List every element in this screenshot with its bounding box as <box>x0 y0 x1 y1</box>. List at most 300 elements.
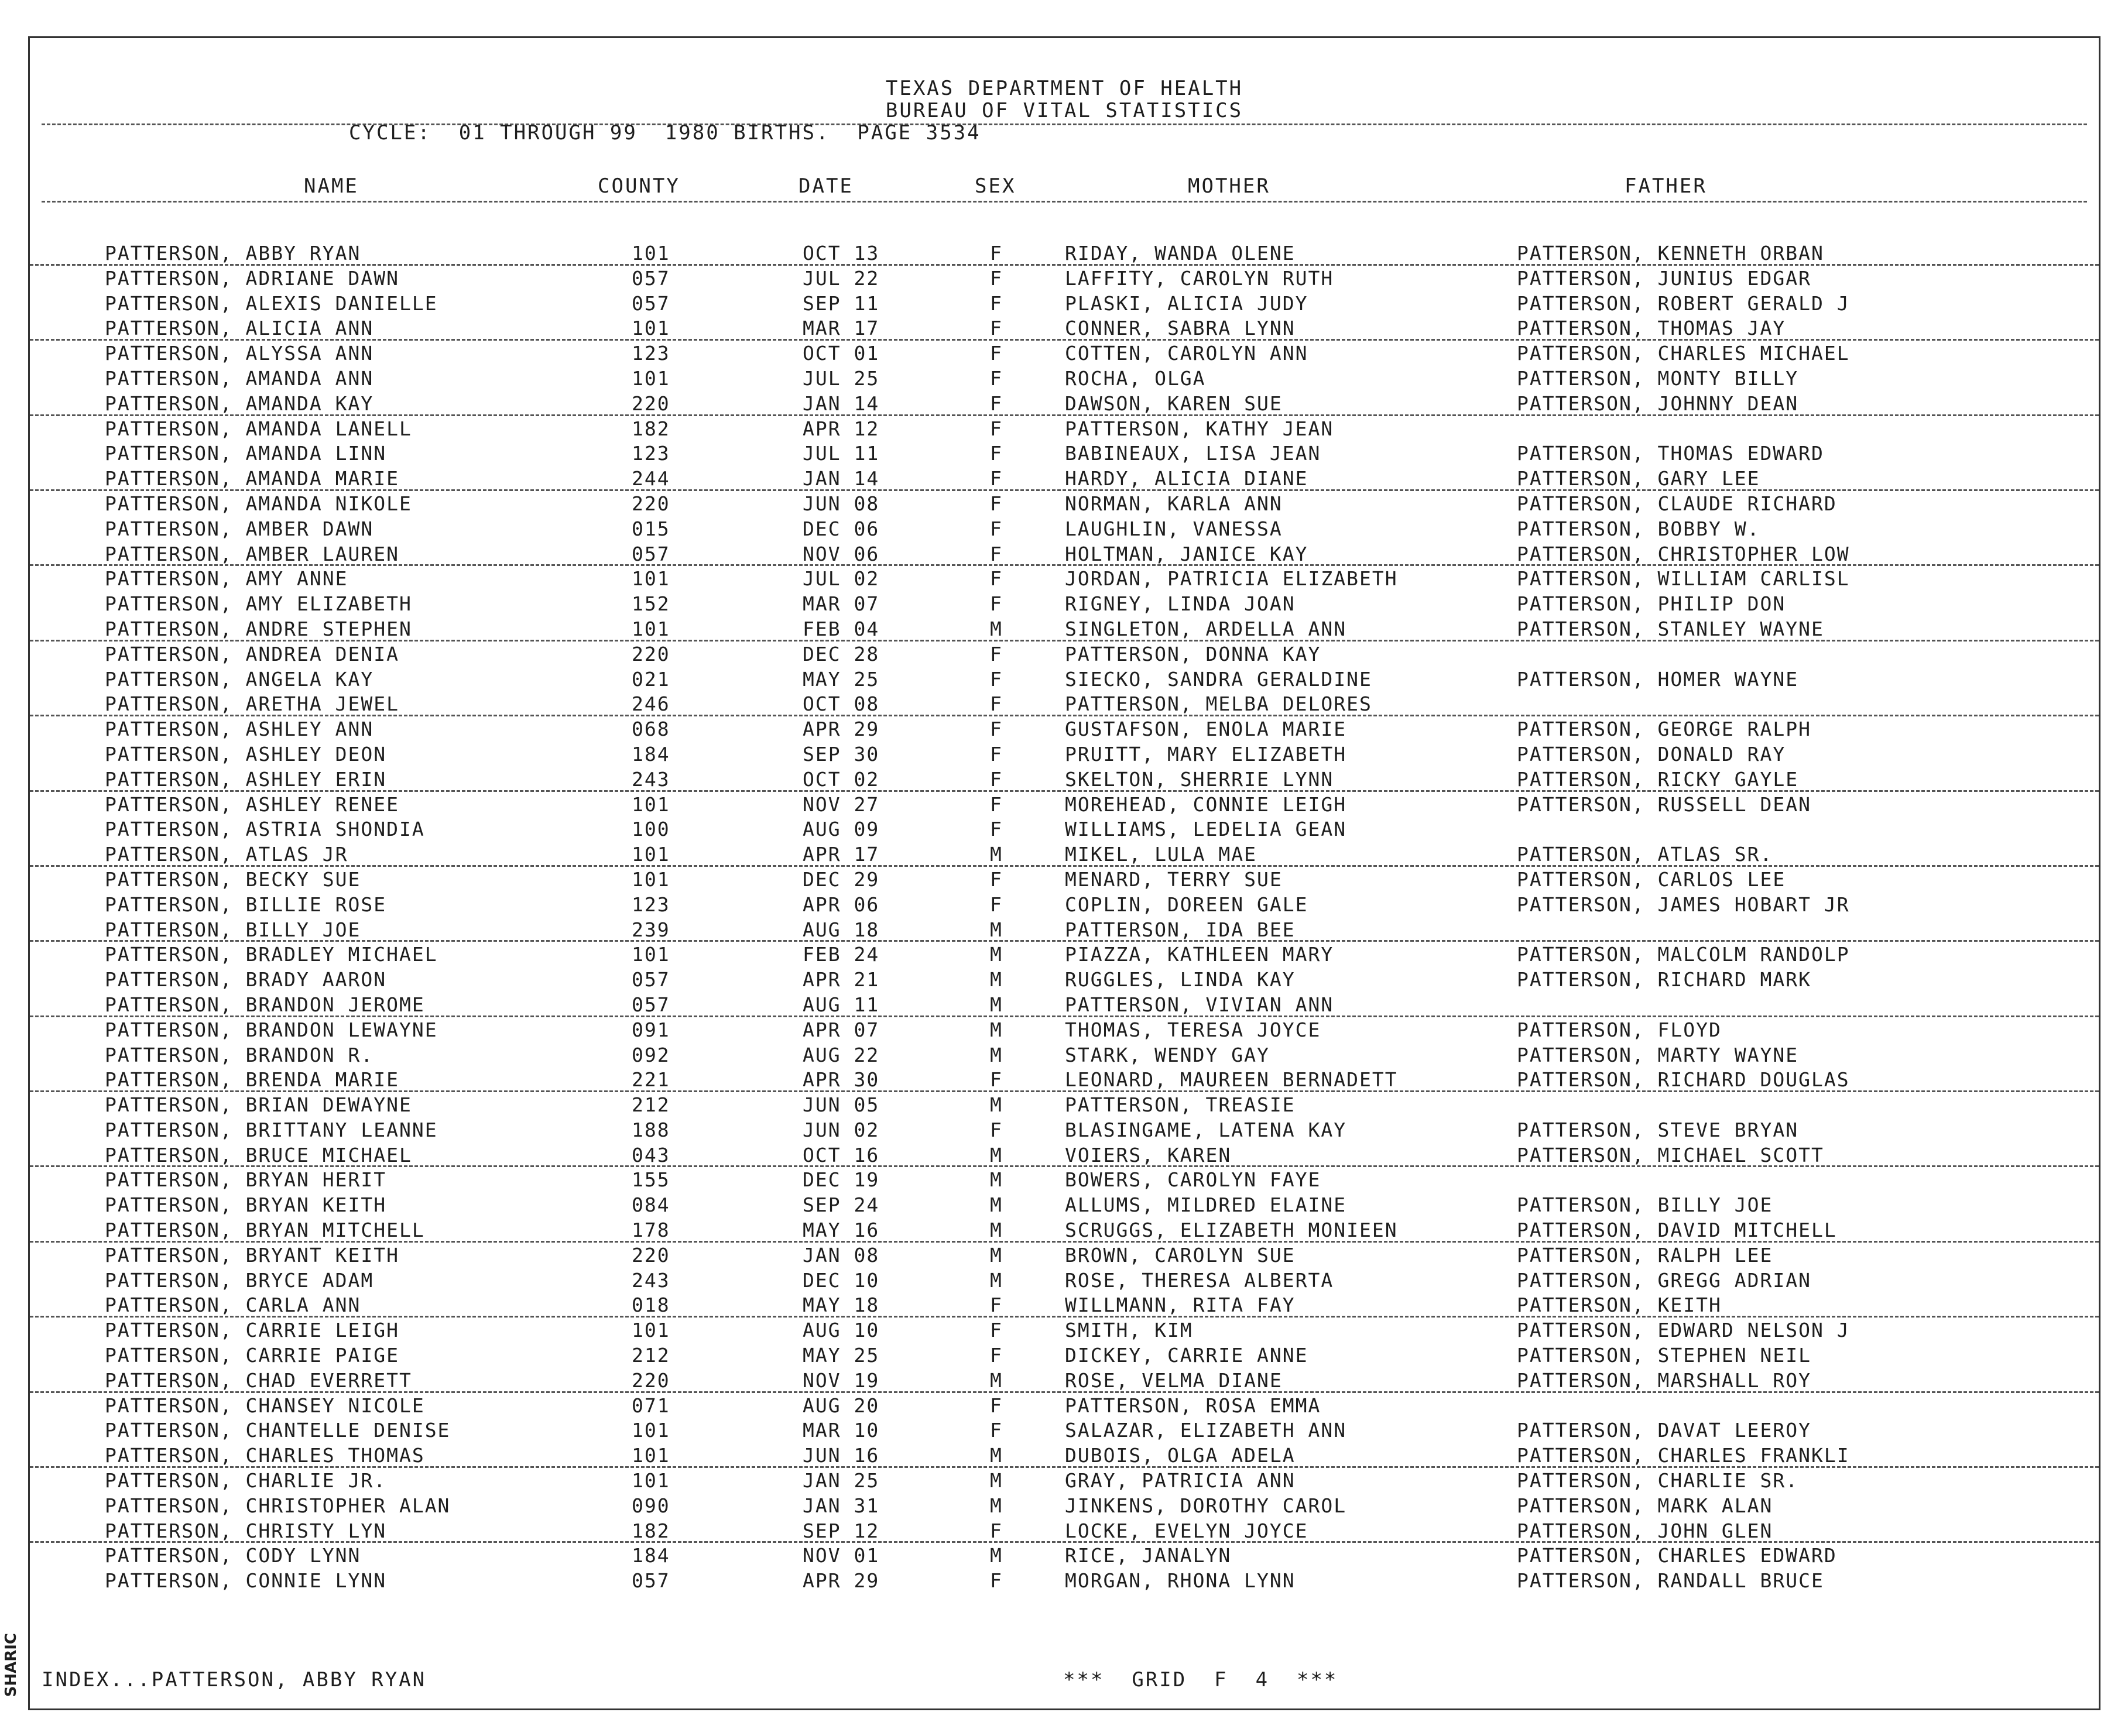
cell-sex: F <box>990 467 1003 490</box>
cell-date: APR 06 <box>803 893 880 916</box>
table-row <box>30 892 2099 917</box>
cell-name: PATTERSON, AMY ANNE <box>105 567 348 591</box>
cell-county: 101 <box>632 317 670 340</box>
cell-county: 057 <box>632 968 670 991</box>
cell-mother: RICE, JANALYN <box>1065 1544 1232 1567</box>
table-row <box>30 491 2099 516</box>
cell-date: JUL 11 <box>803 442 880 465</box>
column-header-rule <box>42 201 2087 203</box>
cell-county: 182 <box>632 1519 670 1542</box>
cell-county: 101 <box>632 1444 670 1467</box>
cell-county: 101 <box>632 867 670 891</box>
cell-name: PATTERSON, CHRISTOPHER ALAN <box>105 1494 451 1517</box>
table-row <box>30 1393 2099 1418</box>
cell-sex: M <box>990 993 1003 1016</box>
cell-sex: F <box>990 592 1003 616</box>
cell-name: PATTERSON, AMBER LAUREN <box>105 542 399 565</box>
cell-county: 101 <box>632 242 670 265</box>
cell-county: 244 <box>632 467 670 490</box>
cell-mother: DUBOIS, OLGA ADELA <box>1065 1444 1296 1467</box>
cell-county: 084 <box>632 1193 670 1217</box>
cell-county: 015 <box>632 517 670 540</box>
cell-father: PATTERSON, MALCOLM RANDOLP <box>1517 943 1850 966</box>
cell-father: PATTERSON, KEITH <box>1517 1294 1722 1317</box>
cell-mother: ROCHA, OLGA <box>1065 366 1206 390</box>
cell-mother: SIECKO, SANDRA GERALDINE <box>1065 667 1372 691</box>
cell-date: AUG 20 <box>803 1394 880 1417</box>
cell-name: PATTERSON, CHARLIE JR. <box>105 1469 387 1493</box>
cell-sex: F <box>990 692 1003 716</box>
cell-date: DEC 10 <box>803 1268 880 1292</box>
table-row <box>30 842 2099 867</box>
cell-father: PATTERSON, JUNIUS EDGAR <box>1517 266 1811 290</box>
cell-mother: PATTERSON, VIVIAN ANN <box>1065 993 1334 1016</box>
cell-date: APR 29 <box>803 1569 880 1593</box>
cell-county: 057 <box>632 542 670 565</box>
cell-name: PATTERSON, BRIAN DEWAYNE <box>105 1093 412 1117</box>
cell-name: PATTERSON, AMY ELIZABETH <box>105 592 412 616</box>
cell-mother: HOLTMAN, JANICE KAY <box>1065 542 1308 565</box>
cell-father: PATTERSON, CHARLES FRANKLI <box>1517 1444 1850 1467</box>
cell-mother: HARDY, ALICIA DIANE <box>1065 467 1308 490</box>
column-header-mother: MOTHER <box>1188 174 1270 198</box>
cell-county: 101 <box>632 792 670 816</box>
cell-sex: F <box>990 767 1003 791</box>
cell-father: PATTERSON, GEORGE RALPH <box>1517 718 1811 741</box>
table-row <box>30 441 2099 466</box>
cell-county: 043 <box>632 1143 670 1167</box>
cell-mother: SMITH, KIM <box>1065 1319 1193 1342</box>
table-row <box>30 1418 2099 1443</box>
cell-father: PATTERSON, ROBERT GERALD J <box>1517 291 1850 315</box>
table-row <box>30 341 2099 366</box>
cell-sex: F <box>990 1394 1003 1417</box>
cell-date: APR 21 <box>803 968 880 991</box>
cell-mother: PATTERSON, MELBA DELORES <box>1065 692 1372 716</box>
cell-date: JUN 02 <box>803 1118 880 1141</box>
cell-mother: DAWSON, KAREN SUE <box>1065 392 1283 415</box>
column-header-name: NAME <box>304 174 359 198</box>
cell-date: MAY 25 <box>803 667 880 691</box>
cell-father: PATTERSON, EDWARD NELSON J <box>1517 1319 1850 1342</box>
cell-father: PATTERSON, WILLIAM CARLISL <box>1517 567 1850 591</box>
cell-county: 068 <box>632 718 670 741</box>
cell-county: 021 <box>632 667 670 691</box>
cell-name: PATTERSON, BILLY JOE <box>105 918 361 941</box>
table-row <box>30 1568 2099 1593</box>
cell-name: PATTERSON, BRYANT KEITH <box>105 1243 399 1267</box>
cell-sex: M <box>990 918 1003 941</box>
cell-county: 184 <box>632 1544 670 1567</box>
cell-father: PATTERSON, MARK ALAN <box>1517 1494 1773 1517</box>
cell-mother: MOREHEAD, CONNIE LEIGH <box>1065 792 1347 816</box>
cell-date: AUG 18 <box>803 918 880 941</box>
cell-date: MAR 10 <box>803 1419 880 1442</box>
cell-sex: M <box>990 1143 1003 1167</box>
cell-name: PATTERSON, CARRIE LEIGH <box>105 1319 399 1342</box>
table-row <box>30 516 2099 541</box>
cycle-line: CYCLE: 01 THROUGH 99 1980 BIRTHS. PAGE 3534 <box>349 121 981 145</box>
cell-mother: NORMAN, KARLA ANN <box>1065 492 1283 515</box>
cell-mother: STARK, WENDY GAY <box>1065 1043 1270 1066</box>
cell-mother: DICKEY, CARRIE ANNE <box>1065 1344 1308 1367</box>
cell-date: APR 30 <box>803 1068 880 1092</box>
cell-sex: F <box>990 517 1003 540</box>
cell-mother: SINGLETON, ARDELLA ANN <box>1065 617 1347 640</box>
cell-county: 071 <box>632 1394 670 1417</box>
cell-name: PATTERSON, CODY LYNN <box>105 1544 361 1567</box>
cell-county: 101 <box>632 617 670 640</box>
cell-sex: F <box>990 1419 1003 1442</box>
cell-name: PATTERSON, ARETHA JEWEL <box>105 692 399 716</box>
cell-mother: THOMAS, TERESA JOYCE <box>1065 1018 1321 1041</box>
cell-date: NOV 19 <box>803 1368 880 1392</box>
cell-date: SEP 12 <box>803 1519 880 1542</box>
cell-father: PATTERSON, PHILIP DON <box>1517 592 1786 616</box>
cell-name: PATTERSON, ATLAS JR <box>105 843 348 866</box>
cell-name: PATTERSON, BRANDON R. <box>105 1043 374 1066</box>
cell-mother: PATTERSON, DONNA KAY <box>1065 642 1321 665</box>
side-label: SHARIC <box>2 1633 20 1697</box>
cell-father: PATTERSON, BILLY JOE <box>1517 1193 1773 1217</box>
cell-date: OCT 16 <box>803 1143 880 1167</box>
column-header-county: COUNTY <box>598 174 680 198</box>
cell-father: PATTERSON, RUSSELL DEAN <box>1517 792 1811 816</box>
cell-sex: M <box>990 1444 1003 1467</box>
cell-name: PATTERSON, BRADY AARON <box>105 968 387 991</box>
cell-mother: COPLIN, DOREEN GALE <box>1065 893 1308 916</box>
cell-name: PATTERSON, BRANDON LEWAYNE <box>105 1018 438 1041</box>
cell-county: 152 <box>632 592 670 616</box>
cell-date: SEP 11 <box>803 291 880 315</box>
cell-mother: JORDAN, PATRICIA ELIZABETH <box>1065 567 1398 591</box>
cell-father: PATTERSON, BOBBY W. <box>1517 517 1760 540</box>
cell-date: JAN 25 <box>803 1469 880 1493</box>
table-row <box>30 641 2099 667</box>
cell-date: APR 07 <box>803 1018 880 1041</box>
cell-county: 220 <box>632 392 670 415</box>
cell-sex: M <box>990 1018 1003 1041</box>
cell-date: DEC 28 <box>803 642 880 665</box>
cell-county: 057 <box>632 266 670 290</box>
table-row <box>30 315 2099 341</box>
cell-sex: M <box>990 1043 1003 1066</box>
table-row <box>30 1117 2099 1143</box>
cell-mother: MENARD, TERRY SUE <box>1065 867 1283 891</box>
table-row <box>30 816 2099 842</box>
table-row <box>30 1543 2099 1568</box>
cell-name: PATTERSON, CHARLES THOMAS <box>105 1444 425 1467</box>
cell-mother: WILLIAMS, LEDELIA GEAN <box>1065 818 1347 841</box>
cell-date: OCT 01 <box>803 342 880 365</box>
cell-sex: F <box>990 1068 1003 1092</box>
cell-date: MAY 25 <box>803 1344 880 1367</box>
cell-father: PATTERSON, FLOYD <box>1517 1018 1722 1041</box>
cell-name: PATTERSON, BRYAN HERIT <box>105 1168 387 1192</box>
cell-county: 212 <box>632 1093 670 1117</box>
cell-county: 239 <box>632 918 670 941</box>
cell-mother: GUSTAFSON, ENOLA MARIE <box>1065 718 1347 741</box>
cell-mother: SALAZAR, ELIZABETH ANN <box>1065 1419 1347 1442</box>
cell-name: PATTERSON, ALICIA ANN <box>105 317 374 340</box>
cell-name: PATTERSON, BRUCE MICHAEL <box>105 1143 412 1167</box>
table-row <box>30 1292 2099 1318</box>
cell-date: JUN 08 <box>803 492 880 515</box>
cell-county: 155 <box>632 1168 670 1192</box>
cell-sex: M <box>990 1469 1003 1493</box>
cell-father: PATTERSON, RALPH LEE <box>1517 1243 1773 1267</box>
cell-mother: RUGGLES, LINDA KAY <box>1065 968 1296 991</box>
cell-name: PATTERSON, BRYAN MITCHELL <box>105 1219 425 1242</box>
table-row <box>30 1368 2099 1393</box>
agency-title: TEXAS DEPARTMENT OF HEALTH <box>885 77 1243 100</box>
table-row <box>30 691 2099 716</box>
cell-mother: SCRUGGS, ELIZABETH MONIEEN <box>1065 1219 1398 1242</box>
cell-mother: LOCKE, EVELYN JOYCE <box>1065 1519 1308 1542</box>
cell-name: PATTERSON, AMANDA KAY <box>105 392 374 415</box>
cell-date: JUL 25 <box>803 366 880 390</box>
cell-mother: ROSE, THERESA ALBERTA <box>1065 1268 1334 1292</box>
cell-date: JAN 08 <box>803 1243 880 1267</box>
table-row <box>30 792 2099 817</box>
cell-mother: BABINEAUX, LISA JEAN <box>1065 442 1321 465</box>
cell-father: PATTERSON, RICKY GAYLE <box>1517 767 1799 791</box>
cell-county: 123 <box>632 442 670 465</box>
table-row <box>30 541 2099 567</box>
cell-county: 221 <box>632 1068 670 1092</box>
cell-sex: F <box>990 867 1003 891</box>
table-row <box>30 1318 2099 1343</box>
cell-name: PATTERSON, BRADLEY MICHAEL <box>105 943 438 966</box>
table-row <box>30 1243 2099 1268</box>
cell-mother: ALLUMS, MILDRED ELAINE <box>1065 1193 1347 1217</box>
cell-name: PATTERSON, ANGELA KAY <box>105 667 374 691</box>
cell-mother: PATTERSON, TREASIE <box>1065 1093 1296 1117</box>
cell-father: PATTERSON, KENNETH ORBAN <box>1517 242 1824 265</box>
cell-date: DEC 06 <box>803 517 880 540</box>
table-row <box>30 1343 2099 1368</box>
cell-county: 182 <box>632 417 670 440</box>
cell-county: 101 <box>632 1319 670 1342</box>
cell-date: AUG 22 <box>803 1043 880 1066</box>
cell-county: 220 <box>632 642 670 665</box>
cell-sex: F <box>990 366 1003 390</box>
table-row <box>30 241 2099 266</box>
cell-name: PATTERSON, ALYSSA ANN <box>105 342 374 365</box>
cell-name: PATTERSON, AMBER DAWN <box>105 517 374 540</box>
cell-date: JUL 22 <box>803 266 880 290</box>
cell-mother: RIGNEY, LINDA JOAN <box>1065 592 1296 616</box>
cell-date: SEP 24 <box>803 1193 880 1217</box>
cell-sex: M <box>990 968 1003 991</box>
records-table <box>30 241 2099 1593</box>
cell-mother: PATTERSON, IDA BEE <box>1065 918 1296 941</box>
cell-name: PATTERSON, ADRIANE DAWN <box>105 266 399 290</box>
cell-name: PATTERSON, CHANTELLE DENISE <box>105 1419 451 1442</box>
cell-county: 123 <box>632 342 670 365</box>
cell-mother: COTTEN, CAROLYN ANN <box>1065 342 1308 365</box>
cell-sex: F <box>990 342 1003 365</box>
cell-name: PATTERSON, CHANSEY NICOLE <box>105 1394 425 1417</box>
cell-father: PATTERSON, THOMAS EDWARD <box>1517 442 1824 465</box>
table-row <box>30 667 2099 692</box>
table-row <box>30 291 2099 316</box>
cell-father: PATTERSON, GARY LEE <box>1517 467 1760 490</box>
cell-date: JAN 31 <box>803 1494 880 1517</box>
cell-sex: F <box>990 291 1003 315</box>
index-footer: INDEX...PATTERSON, ABBY RYAN <box>42 1668 427 1692</box>
cell-name: PATTERSON, BRYAN KEITH <box>105 1193 387 1217</box>
cell-father: PATTERSON, JOHNNY DEAN <box>1517 392 1799 415</box>
table-row <box>30 1192 2099 1217</box>
cell-county: 091 <box>632 1018 670 1041</box>
cell-county: 188 <box>632 1118 670 1141</box>
table-row <box>30 391 2099 416</box>
cell-date: JAN 14 <box>803 467 880 490</box>
cell-father: PATTERSON, CHARLES EDWARD <box>1517 1544 1837 1567</box>
cell-sex: F <box>990 718 1003 741</box>
cell-mother: MIKEL, LULA MAE <box>1065 843 1257 866</box>
table-row <box>30 1217 2099 1243</box>
cell-county: 101 <box>632 843 670 866</box>
cell-county: 243 <box>632 767 670 791</box>
cell-county: 101 <box>632 366 670 390</box>
cell-name: PATTERSON, BRITTANY LEANNE <box>105 1118 438 1141</box>
cell-sex: M <box>990 1193 1003 1217</box>
cell-date: AUG 10 <box>803 1319 880 1342</box>
cell-father: PATTERSON, RICHARD MARK <box>1517 968 1811 991</box>
cell-name: PATTERSON, CONNIE LYNN <box>105 1569 387 1593</box>
cell-mother: RIDAY, WANDA OLENE <box>1065 242 1296 265</box>
table-row <box>30 1092 2099 1117</box>
cell-county: 101 <box>632 1469 670 1493</box>
cell-name: PATTERSON, AMANDA MARIE <box>105 467 399 490</box>
cell-sex: F <box>990 1294 1003 1317</box>
cell-father: PATTERSON, MARSHALL ROY <box>1517 1368 1811 1392</box>
cell-date: JUN 16 <box>803 1444 880 1467</box>
cell-name: PATTERSON, AMANDA LINN <box>105 442 387 465</box>
cell-sex: F <box>990 1319 1003 1342</box>
cell-name: PATTERSON, ASTRIA SHONDIA <box>105 818 425 841</box>
cell-name: PATTERSON, BILLIE ROSE <box>105 893 387 916</box>
cell-sex: F <box>990 818 1003 841</box>
cell-date: MAY 18 <box>803 1294 880 1317</box>
cell-mother: JINKENS, DOROTHY CAROL <box>1065 1494 1347 1517</box>
cell-name: PATTERSON, ASHLEY RENEE <box>105 792 399 816</box>
cell-mother: PLASKI, ALICIA JUDY <box>1065 291 1308 315</box>
cell-name: PATTERSON, BRANDON JEROME <box>105 993 425 1016</box>
table-row <box>30 1518 2099 1543</box>
cell-sex: F <box>990 317 1003 340</box>
cell-mother: GRAY, PATRICIA ANN <box>1065 1469 1296 1493</box>
cell-date: AUG 09 <box>803 818 880 841</box>
cell-mother: MORGAN, RHONA LYNN <box>1065 1569 1296 1593</box>
table-row <box>30 1443 2099 1468</box>
cell-sex: F <box>990 742 1003 766</box>
cell-county: 057 <box>632 291 670 315</box>
cell-sex: F <box>990 1519 1003 1542</box>
cell-father: PATTERSON, CARLOS LEE <box>1517 867 1786 891</box>
grid-footer: *** GRID F 4 *** <box>1063 1668 1338 1692</box>
cell-sex: M <box>990 943 1003 966</box>
cell-date: AUG 11 <box>803 993 880 1016</box>
cell-father: PATTERSON, CLAUDE RICHARD <box>1517 492 1837 515</box>
cell-date: APR 12 <box>803 417 880 440</box>
cell-date: OCT 08 <box>803 692 880 716</box>
column-header-father: FATHER <box>1625 174 1707 198</box>
bureau-title: BUREAU OF VITAL STATISTICS <box>885 99 1243 122</box>
cell-father: PATTERSON, CHARLES MICHAEL <box>1517 342 1850 365</box>
table-row <box>30 1167 2099 1192</box>
cell-date: MAY 16 <box>803 1219 880 1242</box>
table-row <box>30 616 2099 641</box>
cell-name: PATTERSON, CARRIE PAIGE <box>105 1344 399 1367</box>
table-row <box>30 992 2099 1017</box>
cell-sex: F <box>990 266 1003 290</box>
cell-sex: F <box>990 1344 1003 1367</box>
cell-sex: F <box>990 893 1003 916</box>
cell-county: 123 <box>632 893 670 916</box>
cell-name: PATTERSON, BRENDA MARIE <box>105 1068 399 1092</box>
cell-date: FEB 24 <box>803 943 880 966</box>
cell-sex: F <box>990 242 1003 265</box>
cell-sex: M <box>990 1268 1003 1292</box>
cell-county: 057 <box>632 993 670 1016</box>
cell-father: PATTERSON, JOHN GLEN <box>1517 1519 1773 1542</box>
cell-sex: M <box>990 1494 1003 1517</box>
cell-father: PATTERSON, ATLAS SR. <box>1517 843 1773 866</box>
cell-county: 018 <box>632 1294 670 1317</box>
cell-father: PATTERSON, RICHARD DOUGLAS <box>1517 1068 1850 1092</box>
cell-name: PATTERSON, ANDRE STEPHEN <box>105 617 412 640</box>
cell-mother: BLASINGAME, LATENA KAY <box>1065 1118 1347 1141</box>
cell-father: PATTERSON, RANDALL BRUCE <box>1517 1569 1824 1593</box>
cell-county: 243 <box>632 1268 670 1292</box>
cell-name: PATTERSON, ASHLEY ANN <box>105 718 374 741</box>
cell-county: 090 <box>632 1494 670 1517</box>
cell-county: 100 <box>632 818 670 841</box>
cell-mother: WILLMANN, RITA FAY <box>1065 1294 1296 1317</box>
cell-date: SEP 30 <box>803 742 880 766</box>
cell-date: JUN 05 <box>803 1093 880 1117</box>
cell-mother: BOWERS, CAROLYN FAYE <box>1065 1168 1321 1192</box>
cell-sex: F <box>990 1569 1003 1593</box>
cell-sex: F <box>990 1118 1003 1141</box>
cell-father: PATTERSON, CHRISTOPHER LOW <box>1517 542 1850 565</box>
cell-father: PATTERSON, GREGG ADRIAN <box>1517 1268 1811 1292</box>
cell-name: PATTERSON, ASHLEY ERIN <box>105 767 387 791</box>
cell-date: OCT 02 <box>803 767 880 791</box>
cell-sex: M <box>990 1368 1003 1392</box>
cell-mother: LEONARD, MAUREEN BERNADETT <box>1065 1068 1398 1092</box>
cell-mother: CONNER, SABRA LYNN <box>1065 317 1296 340</box>
cell-county: 057 <box>632 1569 670 1593</box>
table-row <box>30 1042 2099 1068</box>
cell-county: 246 <box>632 692 670 716</box>
cell-sex: M <box>990 843 1003 866</box>
table-row <box>30 867 2099 892</box>
table-row <box>30 942 2099 967</box>
cell-county: 212 <box>632 1344 670 1367</box>
column-header-sex: SEX <box>975 174 1016 198</box>
table-row <box>30 1268 2099 1293</box>
cell-county: 101 <box>632 567 670 591</box>
table-row <box>30 1493 2099 1518</box>
cell-name: PATTERSON, CHRISTY LYN <box>105 1519 387 1542</box>
cell-father: PATTERSON, MONTY BILLY <box>1517 366 1799 390</box>
cell-sex: F <box>990 642 1003 665</box>
cell-date: JUL 02 <box>803 567 880 591</box>
